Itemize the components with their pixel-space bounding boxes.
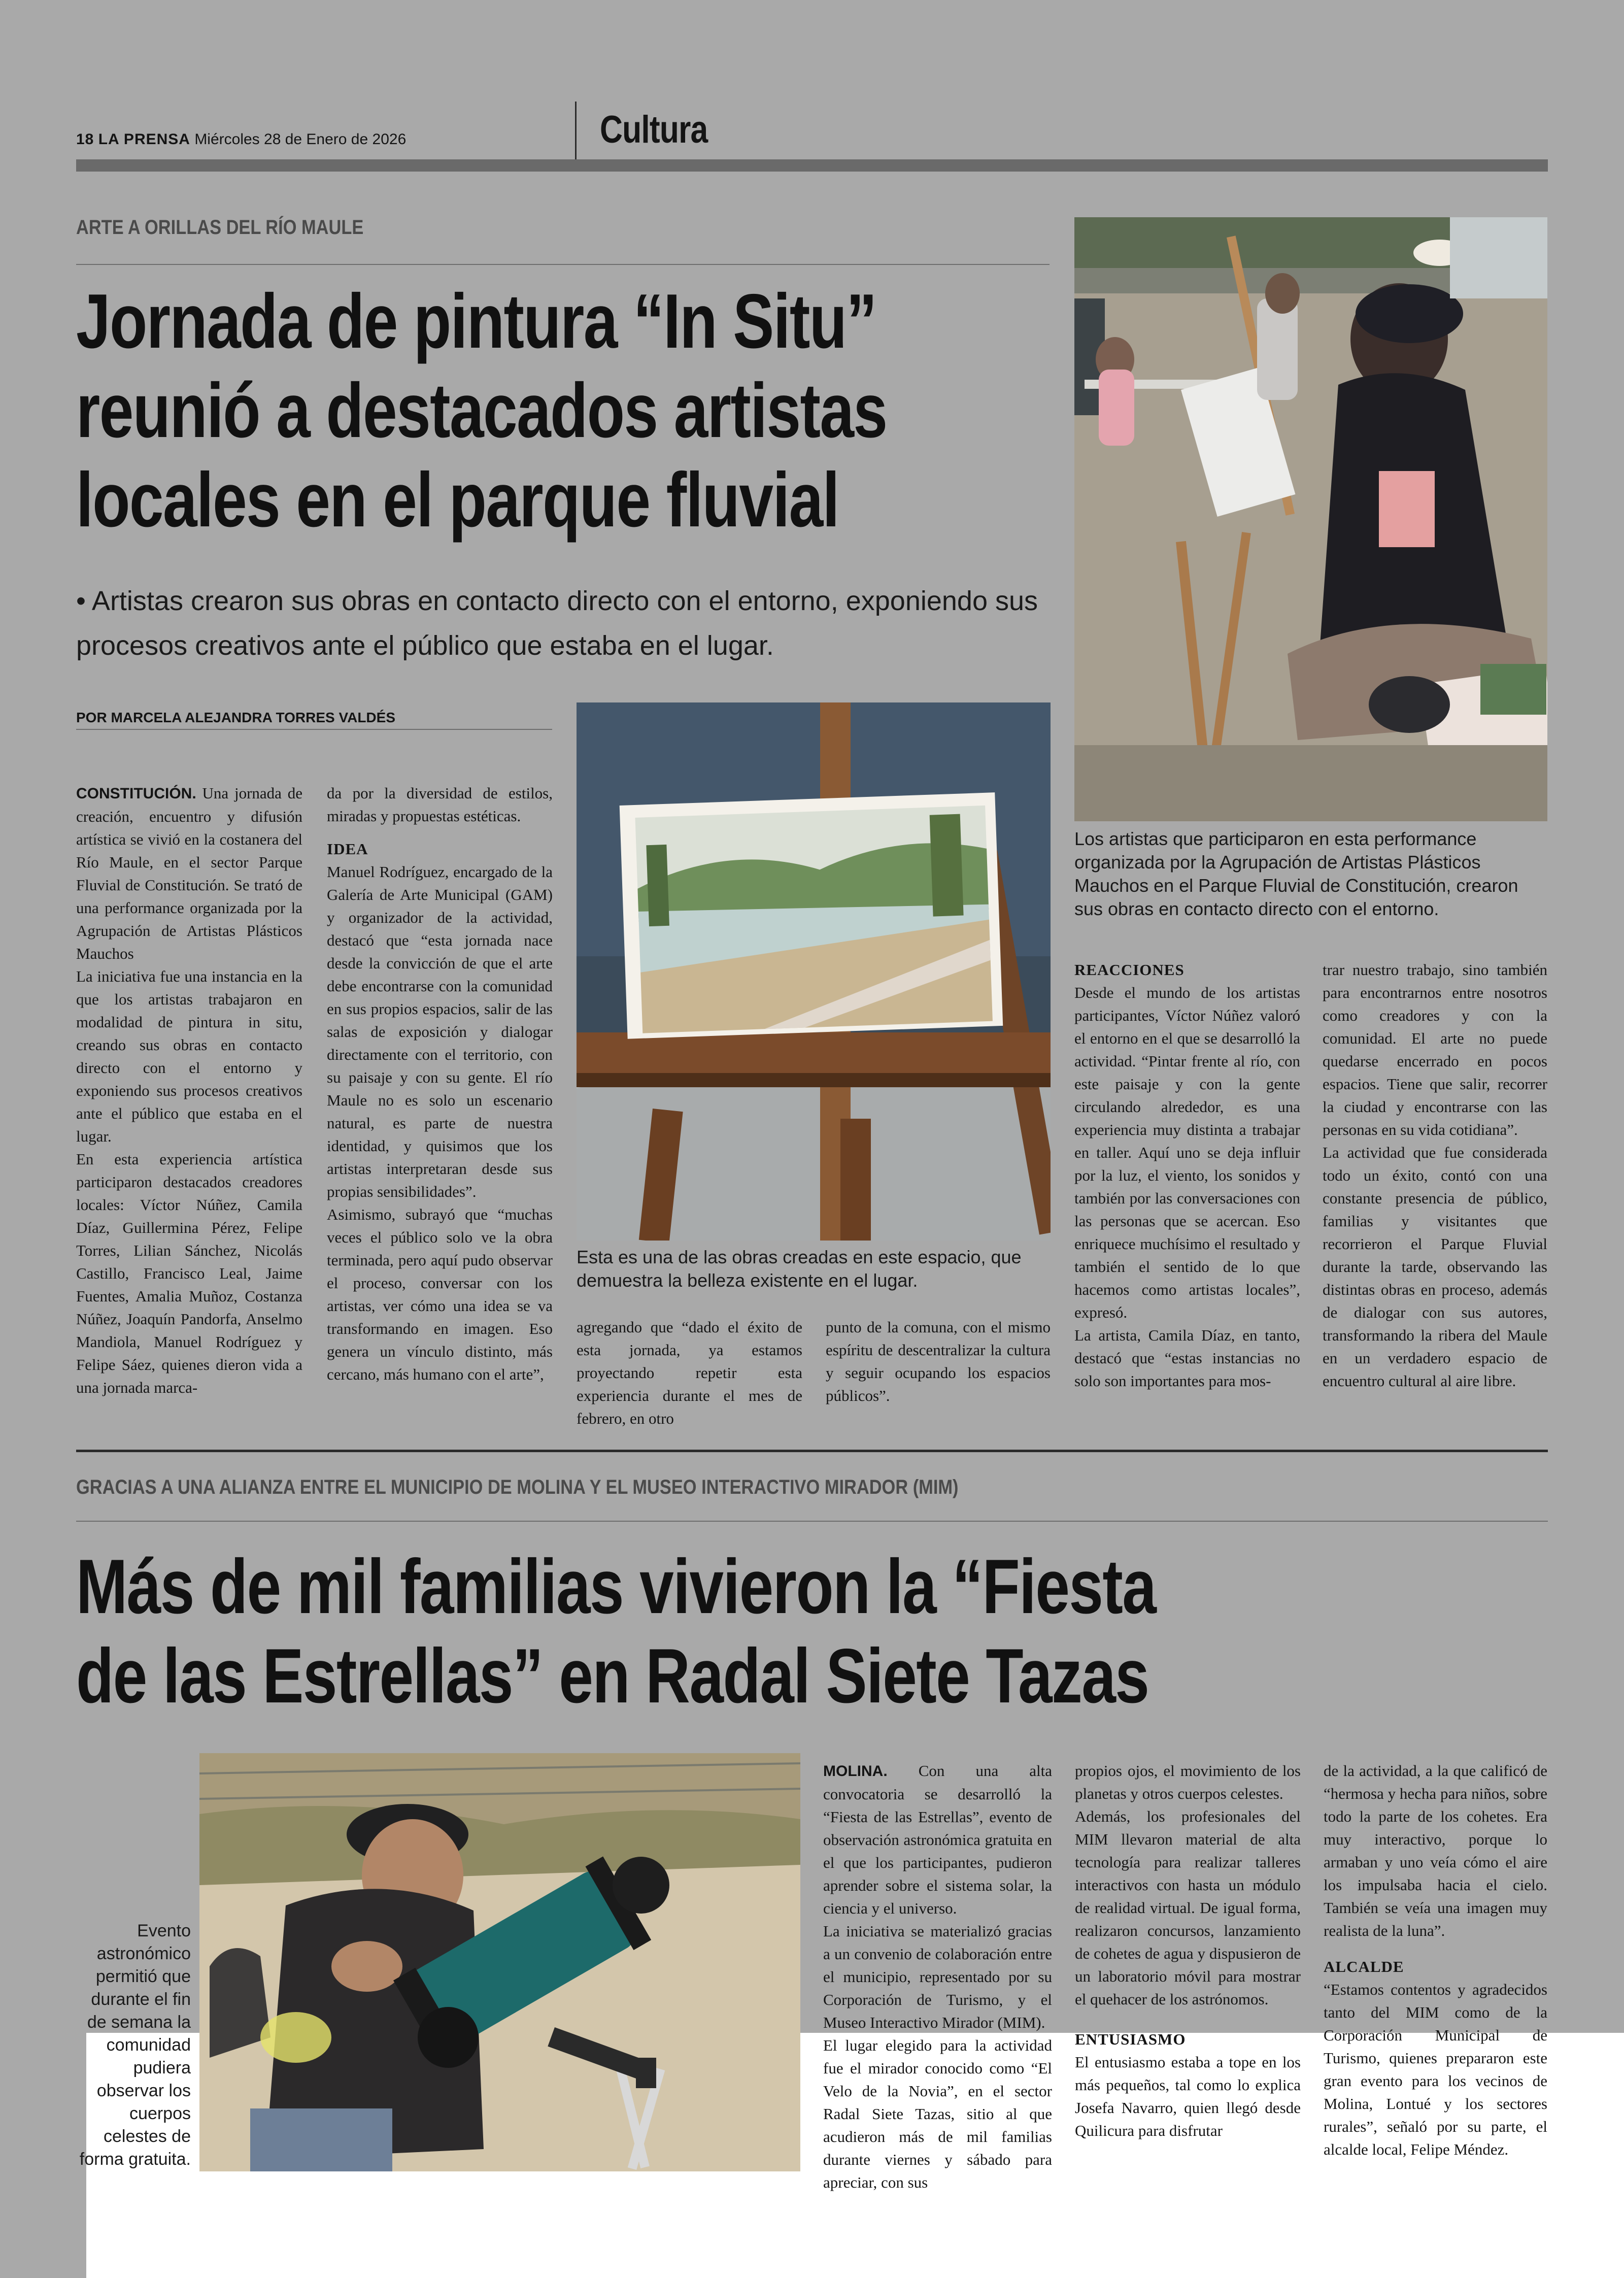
subheading: IDEA [327,840,368,858]
article1-column-2 [327,782,553,1386]
paragraph: “Estamos contentos y agradecidos tanto del MIM como de la Corporación Municipal de Turismo, quienes prepararon este gran evento para los vecinos de Molina, Lontué y los sectores rurales”, señaló por su parte, el alcalde local, Felipe Méndez. [1324,1981,1547,2158]
article2-kicker: GRACIAS A UNA ALIANZA ENTRE EL MUNICIPIO DE MOLINA Y EL MUSEO INTERACTIVO MIRADOR (MIM) [76,1476,959,1498]
article2-column-1 [823,1759,1052,2194]
article1-column-3 [577,1316,802,1430]
byline: POR MARCELA ALEJANDRA TORRES VALDÉS [76,710,396,725]
paragraph: Desde el mundo de los artistas participantes, Víctor Núñez valoró el entorno en el que se desarrolló la actividad. “Pintar frente al río, con este paisaje y con la gente circulando alrededor, es una experiencia muy distinta a trabajar en taller. Aquí uno se deja influir por la luz, el viento, los sonidos y también por las conversaciones con las personas que se acercan. Eso enriquece muchísimo el resultado y también el sentido de lo que hacemos como artistas locales”, expresó. [1074,984,1300,1321]
article2-column-2 [1075,1759,1301,2142]
paragraph: El lugar elegido para la actividad fue el mirador conocido como “El Velo de la Novia”, en el sector Radal Siete Tazas, sitio al que acudieron más de mil familias durante viernes y sábado para apreciar, con sus [823,2036,1052,2191]
section-title: Cultura [600,108,708,151]
paper-name: LA PRENSA [98,131,190,148]
paragraph: trar nuestro trabajo, sino también para encontrarnos entre nosotros como creadores y con la comunidad. El arte no puede quedarse encerrado en pocos espacios. Tiene que salir, recorrer la ciudad y encontrarse con las personas en su vida cotidiana”. [1323,961,1547,1138]
article1-column-5 [1074,958,1300,1392]
kicker-rule [76,1521,1548,1522]
paragraph: La iniciativa fue una instancia en la que los artistas trabajaron en modalidad de pintura in situ, creando sus obras en contacto directo con el entorno y exponiendo sus procesos creativos ante el público que estaba en el lugar. [76,967,302,1145]
paragraph: punto de la comuna, con el mismo espíritu de descentralizar la cultura y seguir ocupando los espacios públicos”. [826,1318,1051,1404]
kicker-rule [76,264,1050,265]
article1-deck: • Artistas crearon sus obras en contacto directo con el entorno, exponiendo sus procesos creativos ante el público que estaba en el lugar. [76,586,1038,661]
easel-painting-photo [577,702,1051,1241]
telescope-photo-caption: Evento astronómico permitió que durante el fin de semana la comunidad pudiera observar los cuerpos celestes de forma gratuita. [79,1921,191,2169]
artists-painting-photo [1074,217,1547,821]
paragraph: Con una alta convocatoria se desarrolló la “Fiesta de las Estrellas”, evento de observación astronómica gratuita en el que los participantes, pudieron aprender sobre el sistema solar, la ciencia y el universo. [823,1762,1053,1917]
page-folio [76,131,406,148]
paragraph: Además, los profesionales del MIM llevaron material de alta tecnología para realizar talleres interactivos con hasta un módulo de realidad virtual. De igual forma, realizaron concursos, lanzamiento de cohetes de agua y dispusieron de un laboratorio móvil para mostrar el quehacer de los astrónomos. [1075,1807,1301,2008]
paragraph: El entusiasmo estaba a tope en los más pequeños, tal como lo explica Josefa Navarro, quien llegó desde Quilicura para disfrutar [1075,2053,1301,2139]
headline-line: locales en el parque fluvial [76,457,839,543]
article1-column-4 [826,1316,1051,1407]
paragraph: En esta experiencia artística participaron destacados creadores locales: Víctor Núñez, Camila Díaz, Guillermina Pérez, Felipe Torres, Lilian Sánchez, Nicolás Castillo, Francisco Leal, Jaime Fuentes, Amalia Muñoz, Costanza Núñez, Joaquín Pandorfa, Anselmo Mandiola, Manuel Rodríguez y Felipe Sáez, quienes dieron vida a una jornada marca- [76,1150,302,1396]
easel-photo-caption: Esta es una de las obras creadas en este espacio, que demuestra la belleza existente en el lugar. [577,1247,1022,1291]
article2-headline [76,1542,1213,1721]
subheading: ENTUSIASMO [1075,2030,1186,2048]
headline-line: reunió a destacados artistas [76,367,887,454]
paragraph: La iniciativa se materializó gracias a un convenio de colaboración entre el municipio, representado por su Corporación de Turismo, y el Museo Interactivo Mirador (MIM). [823,1922,1052,2031]
subheading: REACCIONES [1074,961,1185,979]
dateline: CONSTITUCIÓN. [76,785,196,802]
header-divider [575,102,577,161]
article1-column-6 [1323,958,1547,1392]
paragraph: de la actividad, a la que calificó de “hermosa y hecha para niños, sobre todo la parte de los cohetes. Era muy interactivo, porque lo armaban y uno veía cómo el aire los impulsaba hacia el cielo. También se veía una imagen muy realista de la luna”. [1324,1762,1547,1939]
article1-column-1 [76,782,302,1399]
top-photo-caption: Los artistas que participaron en esta performance organizada por la Agrupación de Artistas Plásticos Mauchos en el Parque Fluvial de Constitución, crearon sus obras en contacto directo con el entorno. [1074,828,1518,919]
byline-rule [76,729,552,730]
paragraph: da por la diversidad de estilos, miradas y propuestas estéticas. [327,784,553,825]
article1-kicker: ARTE A ORILLAS DEL RÍO MAULE [76,216,364,239]
issue-date: Miércoles 28 de Enero de 2026 [194,131,407,148]
subheading: ALCALDE [1324,1958,1404,1975]
paragraph: Una jornada de creación, encuentro y difusión artística se vivió en la costanera del Río Maule, en el sector Parque Fluvial de Constitución. Se trató de una performance organizada por la Agrupación de Artistas Plásticos Mauchos [76,784,302,962]
paragraph: Manuel Rodríguez, encargado de la Galería de Arte Municipal (GAM) y organizador de la actividad, destacó que “esta jornada nace desde la convicción de que el arte debe encontrarse con la comunidad en sus propios espacios, salir de las salas de exposición y dialogar directamente con el territorio, con su paisaje y con su gente. El río Maule no es solo un escenario natural, es parte de nuestra identidad, y quisimos que los artistas interpretaran desde sus propias sensibilidades”. [327,863,553,1200]
story-divider [76,1450,1548,1452]
dateline: MOLINA. [823,1763,888,1780]
headline-line: de las Estrellas” en Radal Siete Tazas [76,1633,1149,1719]
header-bar [76,159,1548,172]
article2-column-3 [1324,1759,1547,2161]
headline-line: Jornada de pintura “In Situ” [76,278,876,364]
paragraph: Asimismo, subrayó que “muchas veces el público solo ve la obra terminada, pero aquí pudo observar el proceso, conversar con los artistas, ver cómo una idea se va transformando en imagen. Eso genera un vínculo distinto, más cercano, más humano con el arte”, [327,1205,553,1383]
telescope-photo [199,1753,800,2171]
headline-line: Más de mil familias vivieron la “Fiesta [76,1544,1156,1630]
paragraph: agregando que “dado el éxito de esta jornada, ya estamos proyectando repetir esta experiencia durante el mes de febrero, en otro [577,1318,802,1427]
article1-headline [76,277,969,545]
paragraph: La artista, Camila Díaz, en tanto, destacó que “estas instancias no solo son importantes para mos- [1074,1326,1300,1390]
paragraph: La actividad que fue considerada todo un éxito, contó con una constante presencia de público, familias y visitantes que recorrieron el Parque Fluvial durante la tarde, observando las distintas obras en proceso, además de dialogar con sus autores, transformando la ribera del Maule en un verdadero espacio de encuentro cultural al aire libre. [1323,1144,1547,1390]
paragraph: propios ojos, el movimiento de los planetas y otros cuerpos celestes. [1075,1762,1301,1802]
page-number: 18 [76,131,94,148]
